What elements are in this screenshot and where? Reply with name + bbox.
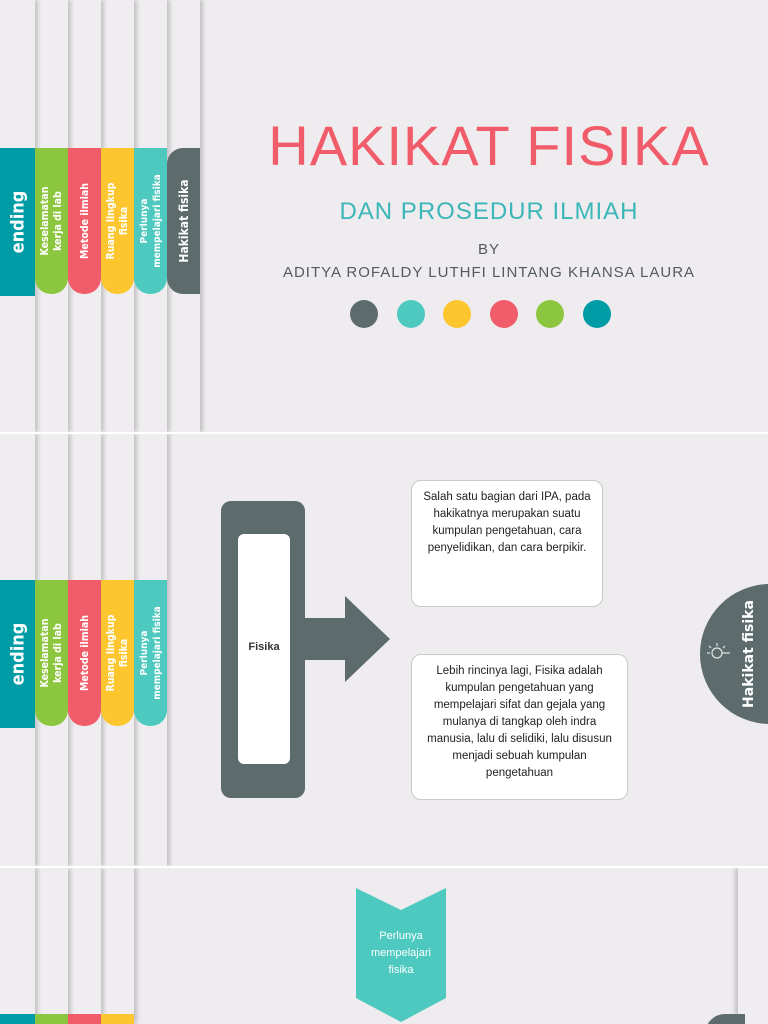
tab-hakikat-label: Hakikat fisika — [176, 179, 191, 263]
tab-hakikat[interactable] — [167, 148, 200, 294]
tab-metode-label: Metode ilmiah — [78, 183, 91, 259]
color-dot-slate — [350, 300, 378, 328]
color-dot-teal — [583, 300, 611, 328]
callout-definition: Salah satu bagian dari IPA, pada hakikatnya merupakan suatu kumpulan pengetahuan, cara penyelidikan, dan cara berpikir. — [411, 480, 603, 607]
slide-perlunya — [0, 868, 768, 1024]
slide-hakikat — [0, 434, 768, 866]
color-dot-coral — [490, 300, 518, 328]
tab-keselamatan-peek[interactable] — [35, 1014, 68, 1024]
callout-detail: Lebih rincinya lagi, Fisika adalah kumpulan pengetahuan yang mempelajari sifat dan gejala yang mulanya di tangkap oleh indra manusia, lalu di selidiki, lalu disusun menjadi sebuah kumpulan pengetahuan — [411, 654, 628, 800]
tab-strip-right — [738, 868, 768, 1024]
tab-keselamatan[interactable] — [35, 580, 68, 726]
tab-strip-ending — [0, 868, 35, 1024]
tab-ending[interactable] — [0, 148, 35, 296]
tab-right-peek[interactable] — [705, 1014, 745, 1024]
tab-perlunya[interactable] — [134, 580, 167, 726]
sub-title: DAN PROSEDUR ILMIAH — [339, 198, 639, 225]
tab-keselamatan-label: Keselamatan kerja di lab — [38, 618, 64, 688]
tab-ending-label: ending — [7, 622, 29, 686]
tab-keselamatan[interactable] — [35, 148, 68, 294]
arrow-right-icon — [300, 596, 392, 684]
tab-metode[interactable] — [68, 148, 101, 294]
side-badge-label: Hakikat fisika — [741, 600, 757, 708]
tab-perlunya-label: Perlunya mempelajari fisika — [138, 174, 163, 268]
tab-keselamatan-label: Keselamatan kerja di lab — [38, 186, 64, 256]
tab-metode-label: Metode ilmiah — [78, 615, 91, 691]
tab-ending-label: ending — [7, 190, 29, 254]
by-label: BY — [477, 241, 500, 258]
tab-ruang-label: Ruang lingkup fisika — [104, 182, 130, 260]
tab-perlunya-label: Perlunya mempelajari fisika — [138, 606, 163, 700]
tab-ending-peek[interactable] — [0, 1014, 35, 1024]
color-dot-aqua — [397, 300, 425, 328]
authors: ADITYA ROFALDY LUTHFI LINTANG KHANSA LAURA — [282, 264, 696, 281]
tab-ruang-peek[interactable] — [101, 1014, 134, 1024]
tab-ruang-label: Ruang lingkup fisika — [104, 614, 130, 692]
tab-ruang[interactable] — [101, 580, 134, 726]
tab-perlunya[interactable] — [134, 148, 167, 294]
tab-ruang[interactable] — [101, 148, 134, 294]
tab-metode[interactable] — [68, 580, 101, 726]
main-title: HAKIKAT FISIKA — [268, 114, 710, 177]
fisika-label: Fisika — [248, 641, 280, 653]
slide-title — [0, 0, 768, 432]
lightbulb-icon — [704, 640, 734, 666]
color-dot-yellow — [443, 300, 471, 328]
tab-ending[interactable] — [0, 580, 35, 728]
tab-metode-peek[interactable] — [68, 1014, 101, 1024]
color-dot-green — [536, 300, 564, 328]
chevron-label: Perlunya mempelajari fisika — [371, 930, 431, 976]
